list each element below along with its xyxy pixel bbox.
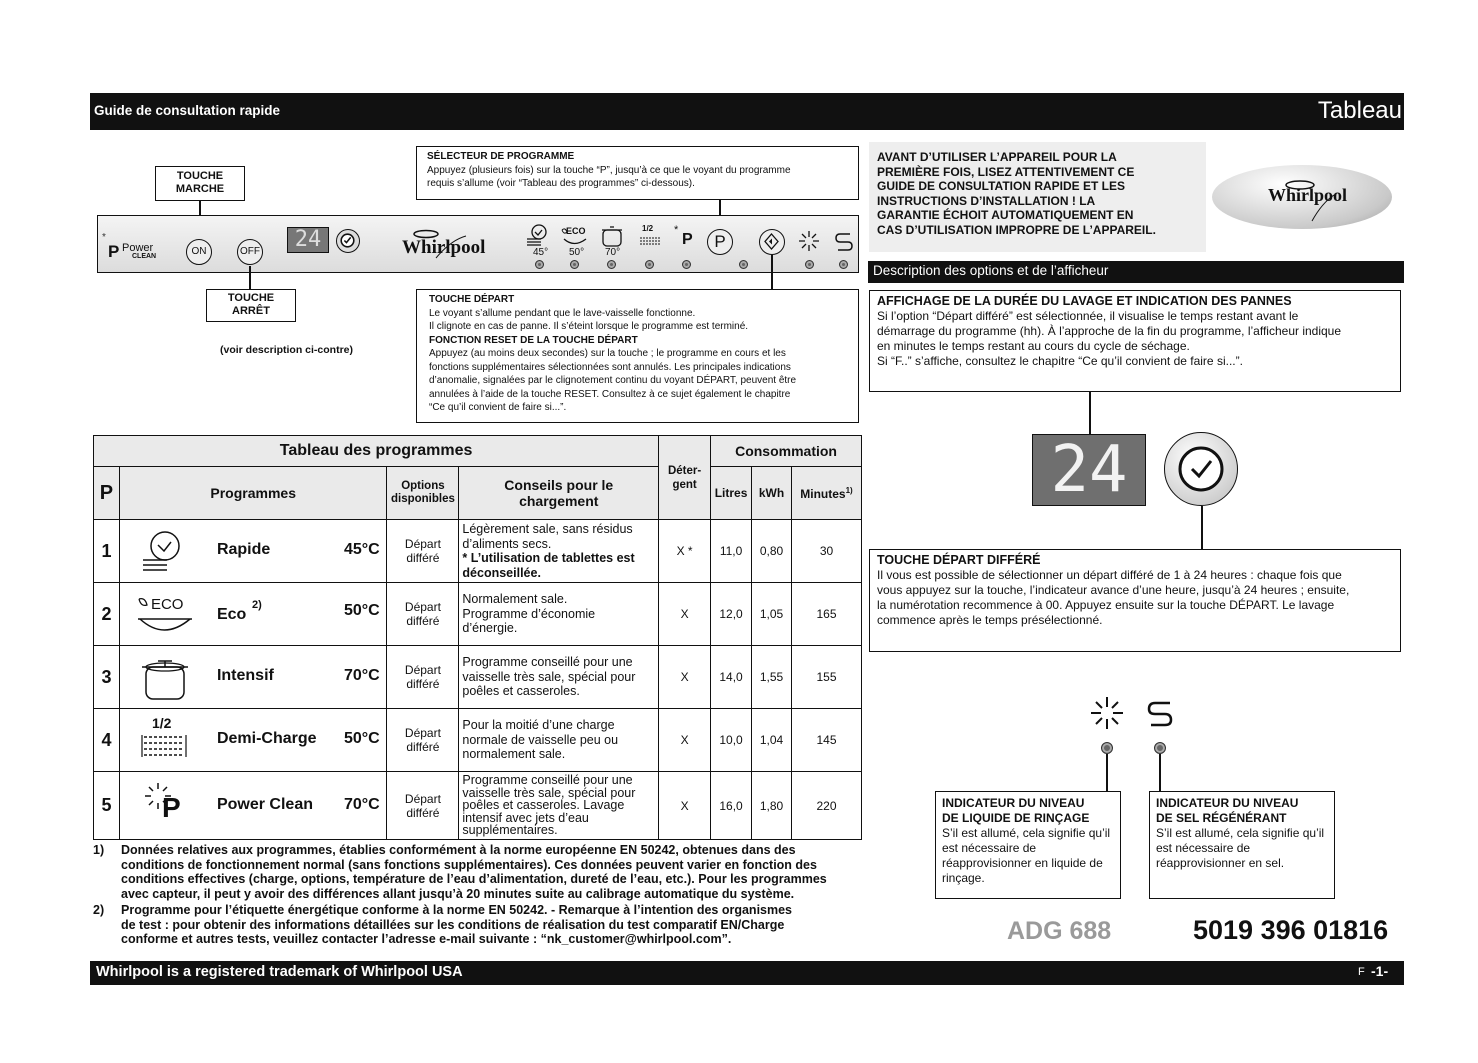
model-number: ADG 688 bbox=[1007, 917, 1112, 945]
table-row: 3 Intensif 70°C Départ différé Programme conseillé pour une vaisselle très sale, spécial pour poêles et casseroles. X 14,0 1,55 155 bbox=[94, 646, 862, 709]
whirlpool-logo: Whirlpool bbox=[1212, 165, 1392, 229]
table-row: 1 Rapide 45°C Départ différé Légèrement sale, sans résidus d’aliments secs. * L’utilisation de tablettes est déconseillée. X * 11,0 0,80 30 bbox=[94, 520, 862, 583]
col-kwh: kWh bbox=[752, 467, 792, 520]
big-delay-button[interactable] bbox=[1164, 432, 1238, 506]
footnote-1: 1) Données relatives aux programmes, établies conformément à la norme européenne EN 50242, obtenues dans des conditions de fonctionnement normal (sans fonctions supplémentaires). Ces données peuvent varier en fonction des conditions effectives (charge, options, température de l’eau d’alimentation, dureté de l’eau, etc.). Pour les programmes avec capteur, il peut y avoir des différences allant jusqu’à 20 minutes suite au calibrage automatique du système. bbox=[93, 843, 827, 901]
power-clean-program-icon: * P bbox=[674, 224, 693, 248]
footnote-2: 2) Programme pour l’étiquette énergétique conforme à la norme EN 50242. - Remarque à l’intention des organismes de test : pour obtenir des informations détaillées sur les conditions de réalisation du test comparatif EN/Charge conforme et autres tests, veuillez contacter l’adresse e-mail suivante : “nk_customer@whirlpool.com”. bbox=[93, 903, 793, 946]
affichage-box: AFFICHAGE DE LA DURÉE DU LAVAGE ET INDICATION DES PANNES Si l’option “Départ différé” est sélectionnée, il visualise le temps restant avant le démarrage du programme (hh). À l’approche de la fin du programme, l’afficheur indique en minutes le temps restant au cours du cycle de séchage. Si “F..” s’affiche, consultez le chapitre “Ce qu’il convient de faire si...”. bbox=[869, 290, 1401, 392]
power-clean-icon: * P Power CLEAN bbox=[102, 232, 157, 261]
table-title: Tableau des programmes bbox=[94, 436, 659, 467]
control-panel: * P Power CLEAN ON OFF 24 Whirlpool ECO 1/2 * P P 45° 50° 70° bbox=[97, 215, 859, 273]
col-litres: Litres bbox=[711, 467, 752, 520]
trademark-text: Whirlpool is a registered trademark of Whirlpool USA bbox=[96, 964, 463, 980]
clock-icon bbox=[337, 230, 358, 251]
col-minutes: Minutes$^{1)}$ bbox=[791, 467, 861, 520]
header-bar bbox=[90, 93, 1404, 130]
program-selector-button[interactable]: P bbox=[707, 229, 733, 255]
col-p: P bbox=[94, 467, 120, 520]
intensif-icon bbox=[600, 224, 624, 248]
selecteur-title: SÉLECTEUR DE PROGRAMME bbox=[427, 151, 575, 162]
table-row: 2 ECO Eco 2) 50°C Départ différé Normalement sale. Programme d’économie d’énergie. X 12,0 1,05 165 bbox=[94, 583, 862, 646]
connector bbox=[1201, 506, 1203, 549]
connector bbox=[1089, 392, 1091, 434]
product-code: 5019 396 01816 bbox=[1193, 915, 1389, 945]
big-salt-icon bbox=[1145, 698, 1175, 730]
salt-icon bbox=[833, 230, 855, 254]
col-consommation: Consommation bbox=[711, 436, 862, 467]
salt-led bbox=[1154, 742, 1166, 754]
warning-box: AVANT D’UTILISER L’APPAREIL POUR LA PREMIÈRE FOIS, LISEZ ATTENTIVEMENT CE GUIDE DE CONSULTATION RAPIDE ET LES INSTRUCTIONS D’INSTALLATION ! LA GARANTIE ÉCHOIT AUTOMATIQUEMENT EN CAS D’UTILISATION IMPROPRE DE L’APPAREIL. bbox=[869, 142, 1206, 252]
table-row: 4 1/2 Demi-Charge 50°C Départ différé Pour la moitié d’une charge normale de vaisselle peu ou normalement sale. X 10,0 1,04 145 bbox=[94, 709, 862, 772]
led bbox=[739, 260, 748, 269]
rinse-aid-led bbox=[1101, 742, 1113, 754]
rinse-aid-icon bbox=[797, 229, 821, 253]
demi-charge-program-icon: 1/2 bbox=[138, 715, 194, 765]
led bbox=[607, 260, 616, 269]
big-rinse-aid-icon bbox=[1089, 695, 1125, 731]
off-button[interactable]: OFF bbox=[237, 239, 263, 265]
rincage-box: INDICATEUR DU NIVEAU DE LIQUIDE DE RINÇAGE S’il est allumé, cela signifie qu’il est nécessaire de réapprovisionner en liquide de rinçage. bbox=[935, 791, 1121, 899]
page-number: -1- bbox=[1371, 963, 1389, 979]
led bbox=[805, 260, 814, 269]
col-detergent: Déter- gent bbox=[659, 436, 711, 520]
connector bbox=[1106, 754, 1108, 792]
delay-button[interactable] bbox=[336, 229, 360, 253]
on-button[interactable]: ON bbox=[186, 239, 212, 265]
sel-box: INDICATEUR DU NIVEAU DE SEL RÉGÉNÉRANT S’il est allumé, cela signifie qu’il est nécessaire de réapprovisionner en sel. bbox=[1149, 791, 1335, 899]
led bbox=[682, 260, 691, 269]
depart-box: TOUCHE DÉPART Le voyant s’allume pendant que le lave-vaisselle fonctionne. Il clignote en cas de panne. Il s’éteint lorsque le programme est terminé. FONCTION RESET DE LA TOUCHE DÉPART Appuyez (au moins deux secondes) sur la touche ; le programme en cours et les fonctions supplémentaires sélectionnées sont annulés. Les principales indications d’anomalie, signalées par le clignotement continu du voyant DÉPART, peuvent être annulées à l’aide de la touche RESET. Consultez à ce sujet également le chapitre “Ce qu’il convient de faire si...”. bbox=[416, 289, 859, 423]
selecteur-box: SÉLECTEUR DE PROGRAMME Appuyez (plusieurs fois) sur la touche “P”, jusqu’à ce que le voyant du programme requis s’allume (voir “Tableau des programmes” ci-dessous). bbox=[416, 146, 859, 200]
start-icon bbox=[760, 230, 783, 253]
rapide-program-icon bbox=[137, 528, 187, 576]
intensif-program-icon bbox=[138, 653, 194, 703]
footer-bar: Whirlpool is a registered trademark of Whirlpool USA F -1- bbox=[90, 961, 1404, 985]
col-programmes: Programmes bbox=[119, 467, 386, 520]
connector bbox=[1159, 754, 1161, 792]
connector bbox=[771, 255, 773, 289]
big-display: 24 bbox=[1032, 434, 1146, 506]
header-left: Guide de consultation rapide bbox=[94, 103, 281, 118]
header-right: Tableau bbox=[1317, 97, 1402, 124]
voir-description: (voir description ci-contre) bbox=[220, 344, 354, 356]
led bbox=[535, 260, 544, 269]
big-clock-icon bbox=[1165, 433, 1237, 505]
table-row: 5 P Power Clean 70°C Départ différé Programme conseillé pour une vaisselle très sale, spécial pour poêles et casseroles. Lavage intensif avec jets d’eau supplémentaires. X 16,0 1,80 220 bbox=[94, 772, 862, 840]
col-conseils: Conseils pour le chargement bbox=[459, 467, 659, 520]
connector bbox=[249, 266, 251, 290]
led bbox=[570, 260, 579, 269]
panel-brand: Whirlpool bbox=[396, 226, 496, 262]
demi-charge-icon: 1/2 bbox=[638, 226, 664, 250]
led bbox=[645, 260, 654, 269]
col-options: Options disponibles bbox=[387, 467, 459, 520]
panel-display: 24 bbox=[287, 227, 329, 253]
differe-box: TOUCHE DÉPART DIFFÉRÉ Il vous est possible de sélectionner un départ différé de 1 à 24 heures : chaque fois que vous appuyez sur la touche, l’indicateur avance d’une heure, jusqu’à 24 heures ; ensuite, la numérotation recommence à 00. Appuyez ensuite sur la touche DÉPART. Le lavage commence après le temps présélectionné. bbox=[869, 549, 1401, 652]
rapide-icon bbox=[525, 223, 551, 247]
eco-program-icon: ECO bbox=[134, 595, 198, 637]
led bbox=[839, 260, 848, 269]
touche-marche-label: TOUCHE MARCHE bbox=[155, 166, 245, 201]
description-bar: Description des options et de l’afficheur bbox=[868, 261, 1404, 283]
start-button[interactable] bbox=[759, 229, 785, 255]
program-table bbox=[93, 435, 862, 840]
power-clean-program-big-icon: P bbox=[144, 782, 194, 832]
touche-arret-label: TOUCHE ARRÊT bbox=[206, 289, 296, 322]
eco-icon: ECO bbox=[560, 226, 590, 248]
